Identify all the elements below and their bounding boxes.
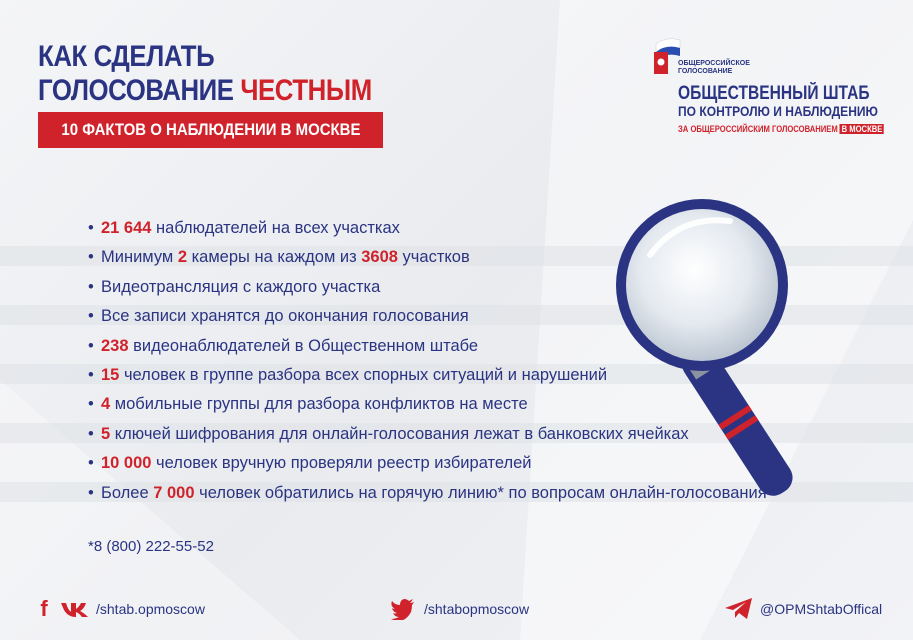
fact-text: камеры на каждом из: [187, 248, 362, 267]
logo-line-3-prefix: ЗА ОБЩЕРОССИЙСКИМ ГОЛОСОВАНИЕМ: [678, 124, 840, 134]
fact-text: Все записи хранятся до окончания голосования: [101, 307, 469, 326]
telegram-icon[interactable]: [724, 597, 754, 621]
list-item: [88, 449, 767, 478]
fact-number: 2: [177, 248, 187, 267]
fact-text: наблюдателей на всех участках: [151, 219, 400, 237]
fact-number: 21 644: [101, 219, 152, 237]
fact-number: 5: [101, 424, 111, 443]
vk-icon[interactable]: [60, 600, 90, 618]
fact-number: 15: [101, 365, 120, 384]
list-item: [88, 243, 767, 272]
hotline-footnote: *8 (800) 222-55-52: [88, 538, 214, 555]
fact-number: 238: [101, 336, 129, 355]
fact-text: видеонаблюдателей в Общественном штабе: [128, 336, 479, 355]
fact-number: 10 000: [101, 454, 152, 473]
footer-vk[interactable]: [36, 596, 205, 622]
fact-text: человек обратились на горячую линию* по вопросам онлайн-голосования: [194, 483, 767, 502]
fact-number: 3608: [361, 248, 398, 267]
subtitle-banner: [38, 112, 383, 148]
fact-text: человек вручную проверяли реестр избирателей: [151, 454, 532, 473]
bullet-icon: •: [88, 454, 94, 473]
bullet-icon: •: [88, 248, 94, 267]
twitter-handle[interactable]: /shtabopmoscow: [424, 601, 530, 617]
list-item: [88, 273, 767, 302]
bullet-icon: •: [88, 336, 94, 355]
fact-text: ключей шифрования для онлайн-голосования лежат в банковских ячейках: [110, 424, 689, 443]
bullet-icon: •: [88, 395, 94, 414]
logo-small-line-1: ОБЩЕРОССИЙСКОЕ: [678, 60, 750, 67]
twitter-icon[interactable]: [390, 598, 416, 620]
fact-text: Видеотрансляция с каждого участка: [101, 277, 381, 296]
list-item: [88, 390, 767, 419]
logo-small-text: [678, 60, 750, 76]
footer-telegram[interactable]: [724, 596, 882, 622]
bullet-icon: •: [88, 424, 94, 443]
title-accent: ЧЕСТНЫМ: [240, 74, 372, 107]
fact-text: Минимум: [101, 248, 178, 267]
headquarters-logo: [652, 30, 892, 140]
list-item: [88, 479, 767, 508]
footer-twitter[interactable]: [390, 596, 529, 622]
logo-title: ОБЩЕСТВЕННЫЙ ШТАБ: [678, 83, 870, 104]
fact-number: 7 000: [153, 483, 195, 502]
vk-handle[interactable]: /shtab.opmoscow: [96, 601, 205, 617]
list-item: [88, 302, 767, 331]
list-item: [88, 332, 767, 361]
list-item: [88, 361, 767, 390]
logo-line-3-box: В МОСКВЕ: [841, 124, 883, 134]
fact-text: участков: [397, 248, 470, 267]
title-line-1: КАК СДЕЛАТЬ: [38, 40, 215, 73]
bullet-icon: •: [88, 365, 94, 384]
facts-list: [88, 214, 767, 508]
fact-text: Более: [101, 483, 154, 502]
fact-text: мобильные группы для разбора конфликтов на месте: [110, 395, 528, 414]
logo-small-line-2: ГОЛОСОВАНИЕ: [678, 68, 733, 75]
fact-text: человек в группе разбора всех спорных ситуаций и нарушений: [119, 365, 608, 384]
facebook-icon[interactable]: f: [40, 596, 48, 621]
logo-line-3: [678, 124, 884, 135]
title-line-2-prefix: ГОЛОСОВАНИЕ: [38, 74, 241, 107]
fact-number: 4: [101, 395, 111, 414]
title-line-2: [38, 74, 372, 108]
bullet-icon: •: [88, 277, 94, 296]
subtitle-text: 10 ФАКТОВ О НАБЛЮДЕНИИ В МОСКВЕ: [60, 120, 361, 139]
bullet-icon: •: [88, 483, 94, 502]
page-title: [38, 40, 372, 108]
logo-subtitle: ПО КОНТРОЛЮ И НАБЛЮДЕНИЮ: [678, 103, 878, 119]
list-item: [88, 214, 767, 243]
list-item: [88, 420, 767, 449]
bullet-icon: •: [88, 307, 94, 326]
telegram-handle[interactable]: @OPMShtabOffical: [760, 601, 883, 617]
bullet-icon: •: [88, 219, 94, 237]
